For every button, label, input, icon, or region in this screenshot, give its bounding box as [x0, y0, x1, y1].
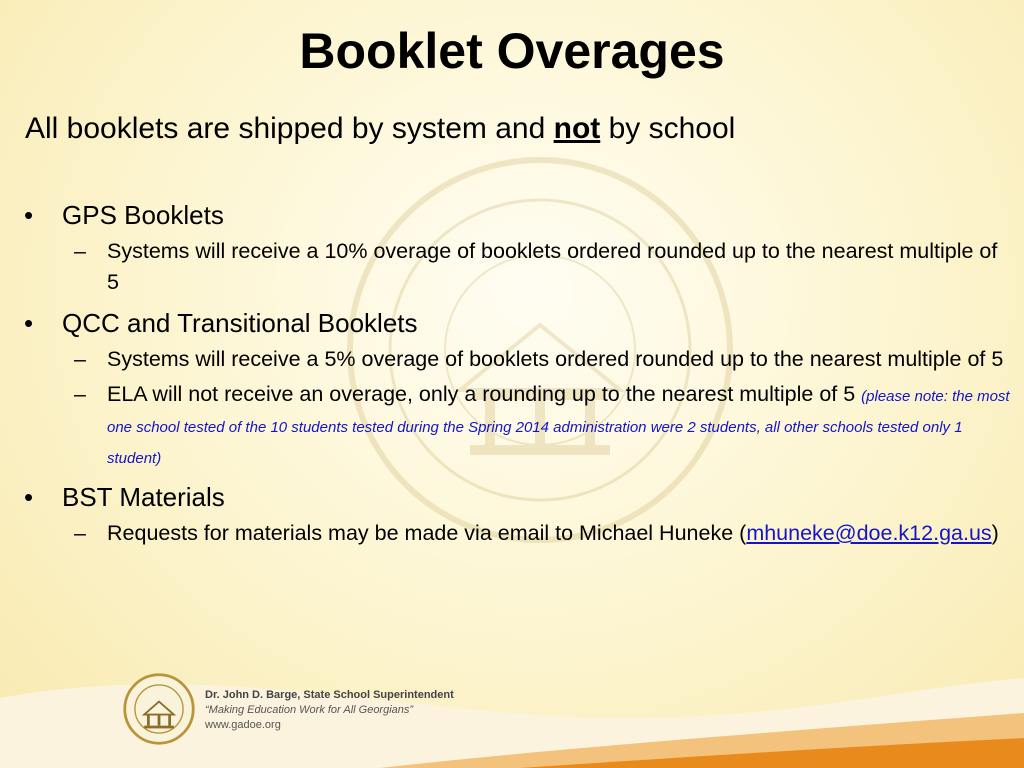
footer-motto: “Making Education Work for All Georgians”	[205, 704, 414, 716]
dash-icon: –	[74, 382, 86, 406]
slide-subtitle	[25, 112, 735, 146]
gps-heading: GPS Booklets	[62, 200, 224, 230]
bullet-dot-icon: •	[24, 200, 34, 230]
qcc-item-text: Systems will receive a 5% overage of booklets ordered rounded up to the nearest multiple of 5	[107, 347, 1004, 371]
bullet-dot-icon: •	[24, 482, 34, 512]
bullet-list	[22, 190, 1012, 549]
sub-bullet-ela	[22, 379, 1012, 472]
ela-note: (please note: the most one school tested of the 10 students tested during the Spring 2014 administration were 2 students, all other schools tested only 1 student)	[107, 388, 1010, 467]
subtitle-text: All booklets are shipped by system and	[25, 112, 554, 145]
footer-website: www.gadoe.org	[205, 719, 281, 731]
bullet-bst	[22, 480, 1012, 514]
subtitle-text-end: by school	[600, 112, 736, 145]
bst-heading: BST Materials	[62, 482, 225, 512]
sub-bullet-bst-request	[22, 518, 1012, 549]
sub-bullet-gps-overage	[22, 236, 1012, 298]
subtitle-emphasis: not	[553, 112, 601, 145]
bullet-qcc	[22, 306, 1012, 340]
department-seal-logo	[122, 672, 196, 746]
gps-item-text: Systems will receive a 10% overage of booklets ordered rounded up to the nearest multiple of 5	[107, 239, 998, 294]
email-link[interactable]: mhuneke@doe.k12.ga.us	[746, 521, 992, 545]
sub-bullet-qcc-overage	[22, 344, 1012, 375]
slide-title: Booklet Overages	[299, 23, 725, 79]
bst-item-text: Requests for materials may be made via email to Michael Huneke (	[107, 521, 747, 545]
dash-icon: –	[74, 521, 86, 545]
footer-superintendent: Dr. John D. Barge, State School Superintendent	[205, 689, 454, 701]
bullet-gps	[22, 198, 1012, 232]
qcc-heading: QCC and Transitional Booklets	[62, 308, 418, 338]
footer-text	[205, 688, 454, 733]
dash-icon: –	[74, 347, 86, 371]
ela-item-text: ELA will not receive an overage, only a rounding up to the nearest multiple of 5	[107, 382, 862, 406]
bst-item-end: )	[991, 521, 999, 545]
bullet-dot-icon: •	[24, 308, 34, 338]
dash-icon: –	[74, 239, 86, 263]
